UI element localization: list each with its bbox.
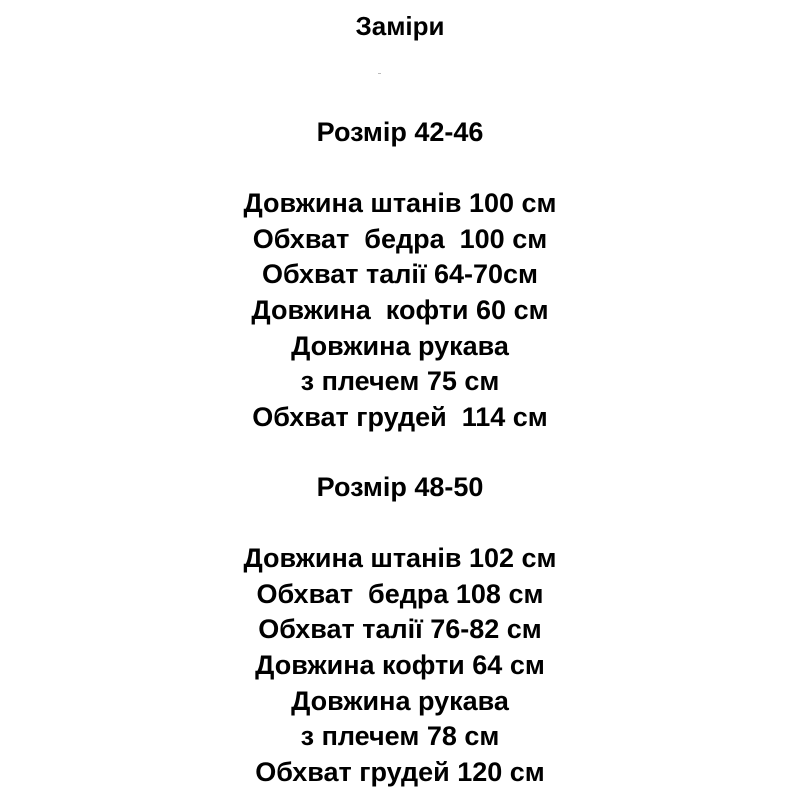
divider-dot	[378, 73, 381, 74]
page-title: Заміри	[355, 11, 445, 41]
measurement-line: з плечем 75 см	[300, 366, 500, 396]
measurement-line: Довжина рукава	[291, 331, 509, 361]
measurement-line: Довжина штанів 102 см	[243, 543, 557, 573]
measurement-line: Обхват бедра 100 см	[252, 224, 548, 254]
measurement-line: Обхват талії 64-70см	[261, 259, 539, 289]
measurement-line: Обхват грудей 120 см	[255, 757, 545, 787]
measurement-line: Обхват талії 76-82 см	[258, 614, 542, 644]
measurement-line: Обхват бедра 108 см	[256, 579, 544, 609]
measurement-line: Довжина рукава	[291, 686, 509, 716]
measurement-line: Довжина штанів 100 см	[243, 188, 557, 218]
section-heading: Розмір 42-46	[316, 117, 484, 147]
section-heading: Розмір 48-50	[316, 472, 484, 502]
measurement-line: Обхват грудей 114 см	[252, 402, 548, 432]
measurement-line: з плечем 78 см	[300, 721, 500, 751]
measurement-line: Довжина кофти 64 см	[255, 650, 545, 680]
measurement-line: Довжина кофти 60 см	[251, 295, 549, 325]
